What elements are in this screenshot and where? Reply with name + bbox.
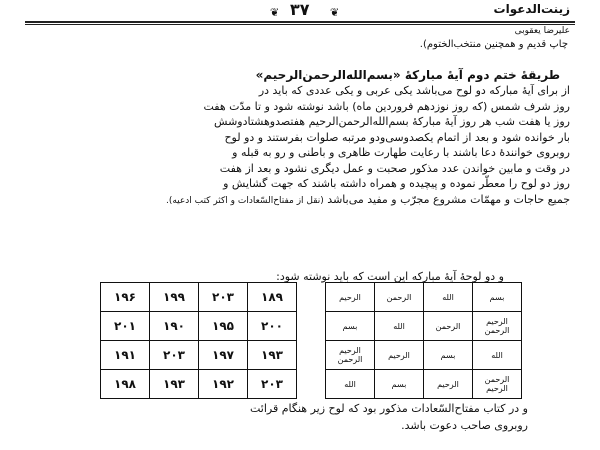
grid-cell: ۱۹۹: [150, 283, 199, 312]
grid-cell: الله: [424, 283, 473, 312]
body-paragraph: [45, 83, 570, 209]
grid-cell: ۱۹۰: [150, 312, 199, 341]
page-header: [0, 0, 600, 36]
grid-cell: ۱۹۶: [101, 283, 150, 312]
grid-cell: الرحمن: [375, 283, 424, 312]
grid-cell: بسم: [473, 283, 522, 312]
paragraph-line: [45, 192, 570, 210]
grid-row: [101, 283, 297, 312]
grid-cell: ۲۰۰: [248, 312, 297, 341]
ornament-icon: ❦: [270, 6, 280, 19]
grid-cell: بسم: [424, 341, 473, 370]
grid-cell: ۱۹۷: [199, 341, 248, 370]
grid-cell: ۲۰۱: [101, 312, 150, 341]
grid-cell: الرحیم: [375, 341, 424, 370]
grid-cell: ۱۹۳: [248, 341, 297, 370]
paragraph-line: روبروی صاحب دعوت باشد.: [401, 419, 528, 432]
grid-cell: بسم: [326, 312, 375, 341]
grid-cell: الرحیم: [424, 370, 473, 399]
grid-cell: بسم: [375, 370, 424, 399]
grid-row: [326, 341, 522, 370]
grid-cell: ۱۸۹: [248, 283, 297, 312]
section-title: طریقهٔ ختم دوم آیهٔ مبارکهٔ «بسم‌الله‌الرحمن‌الرحیم»: [255, 68, 560, 82]
paragraph-line: روز یا هفت شب هر روز آیهٔ مبارکهٔ بسم‌الله‌الرحمن‌الرحیم هفتصدوهشتادوشش: [214, 115, 570, 128]
grid-row: [101, 312, 297, 341]
ornament-icon: ❦: [330, 6, 340, 19]
paragraph-line: روبروی خوانندهٔ دعا باشند با رعایت طهارت ظاهری و باطنی و رو به قبله و: [232, 146, 570, 159]
grid-cell: ۱۹۲: [199, 370, 248, 399]
paragraph-line: و در کتاب مفتاح‌السّعادات مذکور بود که لوح زیر هنگام قرائت: [249, 402, 528, 415]
grid-cell: ۱۹۱: [101, 341, 150, 370]
paragraph-line: در وقت و مابین خواندن عدد مذکور صحبت و عمل دیگری نشود و بعد از هفت: [219, 161, 570, 175]
closing-paragraph: [58, 400, 528, 434]
grid-cell: ۲۰۳: [248, 370, 297, 399]
grid-cell: ۲۰۳: [150, 341, 199, 370]
grid-row: [326, 312, 522, 341]
grid-cell: الله: [375, 312, 424, 341]
grid-cell: الرحمن: [424, 312, 473, 341]
header-rule: [25, 24, 575, 25]
running-title: زینت‌الدعوات: [493, 2, 570, 16]
paragraph-line: روز شرف شمس (که روز نوزدهم فروردین ماه) باشد نوشته شود و تا مدّت هفت: [203, 99, 570, 113]
grid-cell: الرحیم: [326, 283, 375, 312]
page-number: ۳۷: [290, 0, 310, 19]
grid-cell: الرحمن الرحیم: [473, 370, 522, 399]
paragraph-line: بار خوانده شود و بعد از اتمام یکصدوسی‌ودو مرتبه صلوات بفرستند و دو لوح: [224, 130, 570, 144]
author-name: علیرضا یعقوبی: [514, 26, 570, 36]
grid-cell: الله: [326, 370, 375, 399]
grid-cell: الرحیم الرحمن: [473, 312, 522, 341]
grid-cell: ۱۹۳: [150, 370, 199, 399]
paragraph-line: از برای آیهٔ مبارکه دو لوح می‌باشد یکی عربی و یکی عددی که باید در: [258, 84, 570, 97]
grid-cell: ۲۰۳: [199, 283, 248, 312]
paragraph-line: روز دو لوح را معطّر نموده و پیچیده و همراه داشته باشند که جهت گشایش و: [223, 177, 570, 190]
grid-cell: ۱۹۸: [101, 370, 150, 399]
word-talisman-grid: [325, 282, 522, 399]
paragraph-line-text: جمیع حاجات و مهمّات مشروع مجرّب و مفید می‌باشد: [327, 192, 570, 206]
previous-paragraph-end: چاپ قدیم و همچنین منتخب‌الختوم).: [419, 39, 568, 50]
grid-cell: الله: [473, 341, 522, 370]
grid-cell: الرحیم الرحمن: [326, 341, 375, 370]
grid-intro-line: و دو لوحهٔ آیهٔ مبارکه این است که باید نوشته شود:: [276, 270, 504, 283]
grid-cell: ۱۹۵: [199, 312, 248, 341]
grid-row: [101, 341, 297, 370]
source-note: (نقل از مفتاح‌السّعادات و اکثر کتب ادعیه).: [165, 195, 324, 206]
grid-row: [326, 370, 522, 399]
grid-row: [101, 370, 297, 399]
number-talisman-grid: [100, 282, 297, 399]
header-rule: [25, 21, 575, 23]
grid-row: [326, 283, 522, 312]
